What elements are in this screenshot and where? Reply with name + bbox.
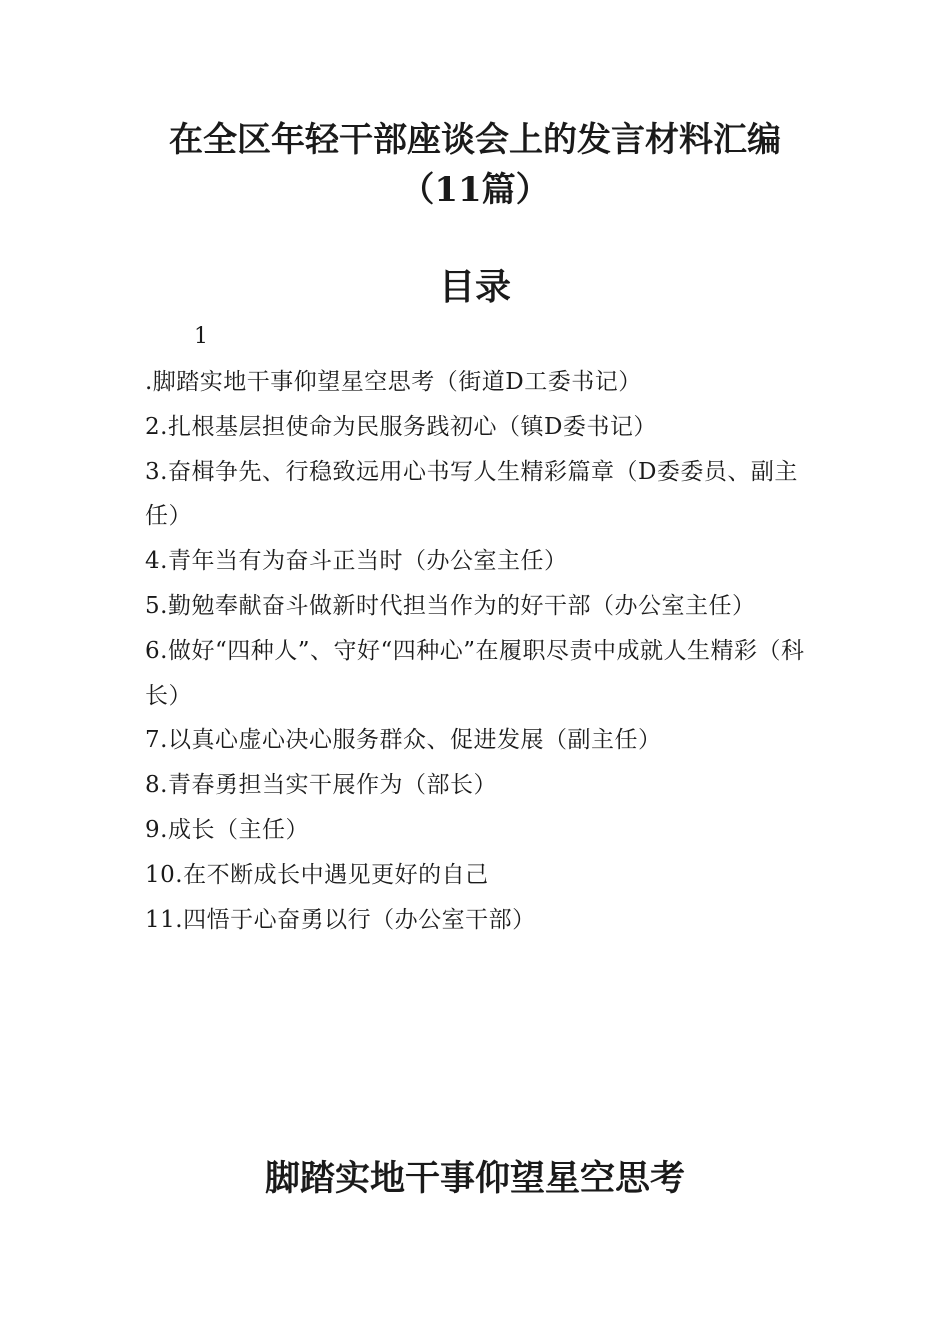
toc-item: 6.做好“四种人”、守好“四种心”在履职尽责中成就人生精彩（科长）	[145, 637, 805, 709]
document-subtitle-count: （11篇）	[400, 170, 550, 210]
toc-item: 10.在不断成长中遇见更好的自己	[145, 861, 489, 888]
toc-item: 9.成长（主任）	[145, 816, 309, 843]
table-of-contents	[145, 360, 815, 942]
toc-item: 5.勤勉奉献奋斗做新时代担当作为的好干部（办公室主任）	[145, 592, 756, 619]
document-title: 在全区年轻干部座谈会上的发言材料汇编	[169, 120, 781, 160]
toc-item: 2.扎根基层担使命为民服务践初心（镇D委书记）	[145, 413, 657, 440]
toc-heading: 目录	[438, 266, 511, 308]
toc-item: 3.奋楫争先、行稳致远用心书写人生精彩篇章（D委委员、副主任）	[145, 458, 798, 530]
toc-item: 4.青年当有为奋斗正当时（办公室主任）	[145, 548, 568, 575]
page-number: 1	[194, 324, 208, 349]
section-title: 脚踏实地干事仰望星空思考	[264, 1158, 685, 1199]
toc-item: 7.以真心虚心决心服务群众、促进发展（副主任）	[145, 727, 662, 754]
toc-item: 11.四悟于心奋勇以行（办公室干部）	[145, 906, 536, 933]
toc-item: 8.青春勇担当实干展作为（部长）	[145, 772, 497, 799]
toc-item: .脚踏实地干事仰望星空思考（街道D工委书记）	[145, 369, 642, 395]
